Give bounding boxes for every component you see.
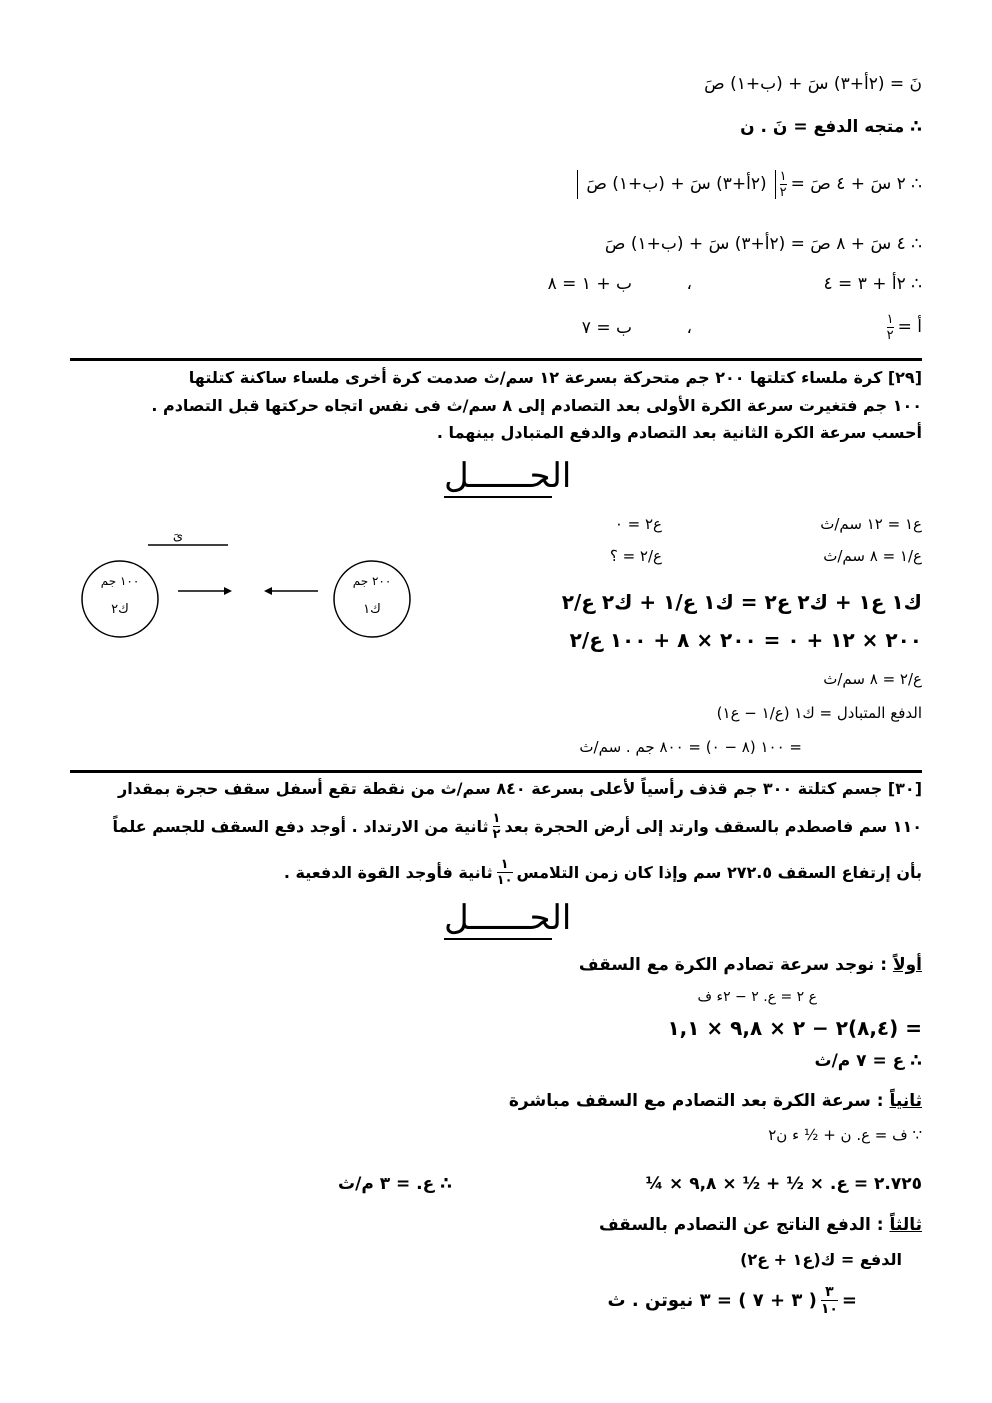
given-v1-after: ع/١ = ٨ سم/ث — [823, 547, 922, 565]
section-divider — [70, 770, 922, 773]
eq3-left-side: ∴ ٢ سَ + ٤ صَ = — [790, 174, 922, 195]
a-equals: أ = — [897, 317, 922, 338]
displacement-formula: ∵ ف = ع. ن + ½ ء ن٢ — [768, 1126, 922, 1144]
ball-1-mass: ٢٠٠ جم — [352, 574, 392, 588]
half-second-fraction — [493, 812, 501, 841]
step-two-heading — [509, 1093, 922, 1110]
step-one-label: أولاً — [892, 955, 922, 975]
separator-comma: ، — [686, 274, 692, 294]
fraction-denominator: ١٠ — [820, 1300, 838, 1317]
ball-2-circle — [82, 561, 158, 637]
solution-heading: الحــــــل — [444, 898, 572, 938]
impulse-formula: الدفع المتبادل = ك١ (ع/١ − ع١) — [716, 704, 922, 722]
velocity-substitution: = (٨,٤)٢ − ٢ × ٩,٨ × ١,١ — [667, 1016, 922, 1040]
problem-30-line-2 — [113, 812, 923, 841]
displacement-substitution: ٢.٧٢٥ = ع. × ½ + ½ × ٩,٨ × ¼ — [645, 1174, 922, 1194]
step-three-text: : الدفع الناتج عن التصادم بالسقف — [598, 1215, 884, 1235]
a-fraction — [887, 313, 894, 342]
bracketed-expression: (٢أ+٣) سَ + (ب+١) صَ — [577, 170, 775, 199]
step-two-text: : سرعة الكرة بعد التصادم مع السقف مباشرة — [508, 1091, 884, 1111]
given-v1: ع١ = ١٢ سم/ث — [820, 515, 922, 533]
problem-29-line-3: أحسب سرعة الكرة الثانية بعد التصادم والدفع المتبادل بينهما . — [436, 423, 922, 442]
fraction-denominator: ٢ — [492, 826, 501, 842]
heading-underline — [444, 938, 552, 940]
arrow-left-head — [264, 587, 272, 595]
momentum-conservation: ك١ ع١ + ك٢ ع٢ = ك١ ع/١ + ك٢ ع/٢ — [561, 590, 922, 614]
line-2-part-b: ثانية من الارتداد . أوجد دفع السقف للجسم علماً — [112, 816, 489, 836]
line-2-part-a: ١١٠ سم فاصطدم بالسقف وارتد إلى أرض الحجرة بعد — [504, 816, 922, 836]
impulse-formula-30: الدفع = ك(ع١ + ع٢) — [740, 1250, 902, 1269]
equation-line-4: ∴ ٤ سَ + ٨ صَ = (٢أ+٣) سَ + (ب+١) صَ — [604, 234, 922, 254]
rebound-velocity-result: ∴ ع. = ٣ م/ث — [338, 1174, 452, 1194]
step-one-heading — [579, 957, 922, 974]
impulse-result-30 — [608, 1285, 858, 1316]
problem-29-line-2: ١٠٠ جم فتغيرت سرعة الكرة الأولى بعد التصادم إلى ٨ سم/ث فى نفس اتجاه حركتها قبل التصادم . — [151, 396, 922, 415]
line-3-part-b: ثانية فأوجد القوة الدفعية . — [283, 862, 493, 882]
impact-velocity-result: ∴ ع = ٧ م/ث — [814, 1051, 922, 1071]
a-value-line — [883, 313, 922, 342]
contact-time-fraction — [497, 858, 513, 887]
fraction-numerator: ٣ — [825, 1284, 834, 1300]
collision-diagram — [70, 515, 430, 645]
impulse-vector-line: ∴ متجه الدفع = نَ . ن — [740, 117, 922, 137]
equation-a-result: ∴ ٢أ + ٣ = ٤ — [823, 274, 922, 294]
fraction-denominator: ٢ — [779, 184, 787, 200]
fraction-numerator: ١ — [886, 312, 894, 327]
equals-sign: = — [841, 1289, 857, 1311]
equation-line-3 — [577, 170, 922, 199]
kinematic-formula: ع ٢ = ع. ٢ − ٢ء ف — [697, 989, 817, 1005]
fraction-numerator: ١ — [779, 169, 787, 184]
b-value: ب = ٧ — [581, 318, 632, 338]
fraction-denominator: ٢ — [886, 327, 894, 343]
heading-underline — [444, 496, 552, 498]
fraction-denominator: ١٠ — [496, 872, 513, 888]
step-one-text: : نوجد سرعة تصادم الكرة مع السقف — [578, 955, 888, 975]
momentum-substitution: ٢٠٠ × ١٢ + ٠ = ٢٠٠ × ٨ + ١٠٠ ع/٢ — [569, 628, 922, 652]
solution-heading: الحــــــل — [444, 456, 572, 496]
fraction-numerator: ١ — [492, 811, 501, 826]
ball-2-label: ك٢ — [111, 602, 129, 617]
given-v2: ع٢ = ٠ — [614, 515, 662, 533]
step-three-heading — [599, 1217, 922, 1234]
vector-label: ىَ — [172, 529, 184, 544]
problem-29-line-1: [٢٩] كرة ملساء كتلتها ٢٠٠ جم متحركة بسرعة ١٢ سم/ث صدمت كرة أخرى ملساء ساكنة كتلتها — [188, 368, 922, 387]
equation-b-result: ب + ١ = ٨ — [547, 274, 632, 294]
step-two-label: ثانياً — [889, 1091, 922, 1111]
mass-fraction — [821, 1285, 838, 1316]
problem-30-line-1: [٣٠] جسم كتلتة ٣٠٠ جم قذف رأسياً لأعلى بسرعة ٨٤٠ سم/ث من نقطة تقع أسفل سقف حجرة بمقدار — [118, 779, 922, 798]
problem-30-line-3 — [284, 858, 922, 887]
ball-2-mass: ١٠٠ جم — [100, 574, 140, 588]
half-fraction — [780, 170, 787, 199]
section-divider — [70, 358, 922, 361]
fraction-numerator: ١ — [500, 857, 509, 872]
vector-n-equation: نَ = (٢أ+٣) سَ + (ب+١) صَ — [704, 74, 922, 94]
ball-1-label: ك١ — [363, 602, 381, 617]
separator-comma: ، — [686, 318, 692, 338]
impulse-result: = ١٠٠ (٨ − ٠) = ٨٠٠ جم . سم/ث — [579, 738, 802, 756]
arrow-right-head — [224, 587, 232, 595]
ball-1-circle — [334, 561, 410, 637]
v2-result: ع/٢ = ٨ سم/ث — [823, 670, 922, 688]
impulse-value: ( ٣ + ٧ ) = ٣ نيوتن . ث — [607, 1289, 817, 1311]
line-3-part-a: بأن إرتفاع السقف ٢٧٢.٥ سم وإذا كان زمن التلامس — [516, 862, 922, 882]
given-v2-after: ع/٢ = ؟ — [609, 547, 662, 565]
step-three-label: ثالثاً — [889, 1215, 922, 1235]
